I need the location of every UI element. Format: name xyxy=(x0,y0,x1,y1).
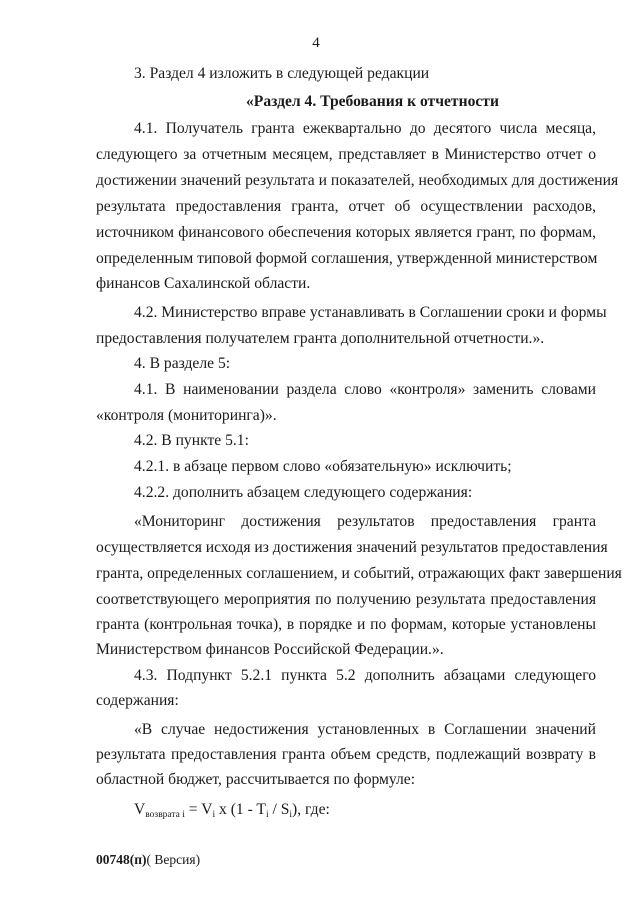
text-line: соответствующего мероприятия по получению результата предоставления xyxy=(96,591,596,608)
text-line: 3. Раздел 4 изложить в следующей редакции xyxy=(134,65,430,82)
text-line: 4.1. В наименовании раздела слово «контроля» заменить словами xyxy=(134,381,596,398)
text-line: «Мониторинг достижения результатов предоставления гранта xyxy=(134,513,596,530)
text-line: «В случае недостижения установленных в Соглашении значений xyxy=(134,721,596,738)
text-line: «контроля (мониторинга)». xyxy=(96,407,277,424)
formula-v-subscript: возврата i xyxy=(145,810,185,820)
text-line: предоставления получателем гранта дополнительной отчетности.». xyxy=(96,330,545,347)
text-line: Министерством финансов Российской Федерации.». xyxy=(96,641,444,658)
formula-subscript: i xyxy=(212,810,216,820)
section-heading: «Раздел 4. Требования к отчетности xyxy=(246,93,499,110)
text-line: следующего за отчетным месяцем, представляет в Министерство отчет о xyxy=(96,146,596,163)
text-line: 4.3. Подпункт 5.2.1 пункта 5.2 дополнить абзацами следующего xyxy=(134,667,596,684)
text-line: 4. В разделе 5: xyxy=(134,355,231,372)
formula-equals: = V xyxy=(184,801,213,818)
text-line: 4.2.1. в абзаце первом слово «обязательную» исключить; xyxy=(134,458,512,475)
text-line: достижении значений результата и показателей, необходимых для достижения xyxy=(96,172,619,189)
formula-tail: ), где: xyxy=(292,801,330,818)
text-line: осуществляется исходя из достижения значений результатов предоставления xyxy=(96,539,608,556)
text-line: 4.1. Получатель гранта ежеквартально до десятого числа месяца, xyxy=(134,120,596,137)
page-number: 4 xyxy=(312,35,320,51)
formula-line xyxy=(134,800,596,825)
text-line: гранта, определенных соглашением, и событий, отражающих факт завершения xyxy=(96,565,622,582)
text-line: гранта (контрольная точка), в порядке и по формам, которые установлены xyxy=(96,616,596,633)
footer-code: 00748(п) xyxy=(96,852,147,867)
formula-subscript: i xyxy=(265,810,269,820)
text-line: 4.2. В пункте 5.1: xyxy=(134,432,249,449)
text-line: финансов Сахалинской области. xyxy=(96,275,311,292)
text-line: 4.2. Министерство вправе устанавливать в Соглашении сроки и формы xyxy=(134,304,607,321)
text-line: результата предоставления гранта объем средств, подлежащий возврату в xyxy=(96,746,596,763)
text-line: источником финансового обеспечения которых является грант, по формам, xyxy=(96,224,596,241)
formula-v: V xyxy=(134,801,146,818)
text-line: 4.2.2. дополнить абзацем следующего содержания: xyxy=(134,484,473,501)
formula-divide: / S xyxy=(268,801,290,818)
footer xyxy=(96,851,200,869)
formula-middle: x (1 - T xyxy=(215,801,266,818)
formula-subscript: i xyxy=(289,810,293,820)
footer-version: ( Версия) xyxy=(146,852,201,867)
text-line: результата предоставления гранта, отчет об осуществлении расходов, xyxy=(96,198,596,215)
text-line: областной бюджет, рассчитывается по формуле: xyxy=(96,771,416,788)
text-line: определенным типовой формой соглашения, утвержденной министерством xyxy=(96,250,598,267)
text-line: содержания: xyxy=(96,692,179,709)
